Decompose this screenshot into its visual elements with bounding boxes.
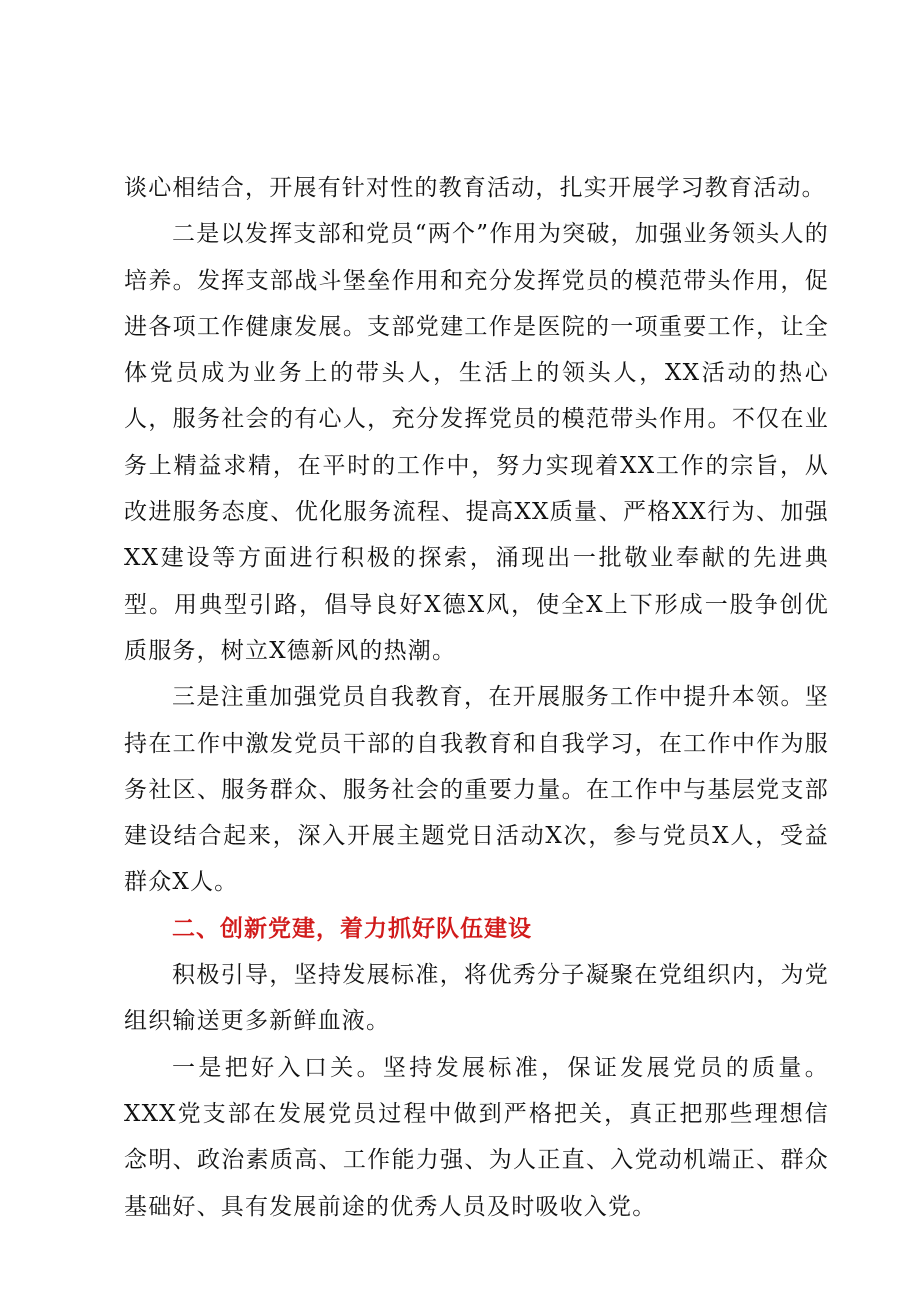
paragraph-continuation: 谈心相结合，开展有针对性的教育活动，扎实开展学习教育活动。 bbox=[124, 175, 826, 201]
section-heading: 二、创新党建，着力抓好队伍建设 bbox=[172, 915, 532, 942]
paragraph-point-three: 三是注重加强党员自我教育，在开展服务工作中提升本领。坚持在工作中激发党员干部的自我教育和自我学习，在工作中作为服务社区、服务群众、服务社会的重要力量。在工作中与基层党支部建设结合起来，深入开展主题党日活动X次，参与党员X人，受益群众X人。 bbox=[124, 684, 829, 896]
paragraph-section-intro: 积极引导，坚持发展标准，将优秀分子凝聚在党组织内，为党组织输送更多新鲜血液。 bbox=[124, 962, 829, 1035]
document-body bbox=[124, 165, 829, 1230]
paragraph-point-two: 二是以发挥支部和党员“两个”作用为突破，加强业务领头人的培养。发挥支部战斗堡垒作用和充分发挥党员的模范带头作用，促进各项工作健康发展。支部党建工作是医院的一项重要工作，让全体党员成为业务上的带头人，生活上的领头人，XX活动的热心人，服务社会的有心人，充分发挥党员的模范带头作用。不仅在业务上精益求精，在平时的工作中，努力实现着XX工作的宗旨，从改进服务态度、优化服务流程、提高XX质量、严格XX行为、加强XX建设等方面进行积极的探索，涌现出一批敬业奉献的先进典型。用典型引路，倡导良好X德X风，使全X上下形成一股争创优质服务，树立X德新风的热潮。 bbox=[124, 221, 829, 664]
paragraph-point-one: 一是把好入口关。坚持发展标准，保证发展党员的质量。XXX党支部在发展党员过程中做到严格把关，真正把那些理想信念明、政治素质高、工作能力强、为人正直、入党动机端正、群众基础好、具有发展前途的优秀人员及时吸收入党。 bbox=[124, 1054, 829, 1220]
